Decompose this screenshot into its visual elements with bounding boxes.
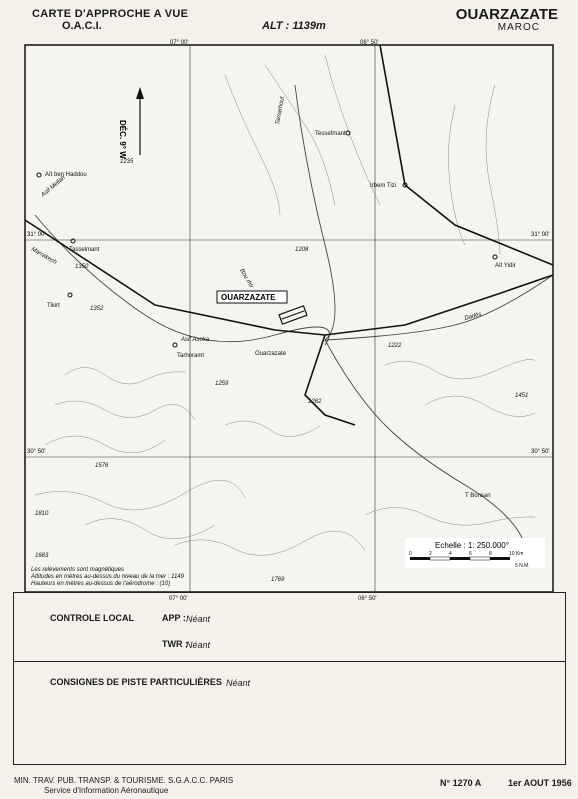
declination-label: DÉC. 9° W [118, 120, 127, 159]
country-name: MAROC [497, 22, 540, 33]
place-irbem-tizi: Irbem Tizi [370, 183, 397, 189]
controle-local-label: CONTROLE LOCAL [50, 613, 134, 623]
scale-tick: 10 Km [509, 551, 524, 557]
lat-label: 30° 50' [531, 449, 550, 455]
place-tbonsan: T Bonsan [465, 493, 491, 499]
place-dades: Dadès [463, 311, 483, 322]
aerodrome-label: OUARZAZATE [221, 293, 276, 302]
chart-date: 1er AOUT 1956 [508, 778, 572, 788]
place-tasselmant: Tasselmant [69, 247, 100, 253]
spot-height: 1683 [35, 553, 49, 559]
scale-tick: 2 [429, 551, 432, 557]
place-ait-yidir: Aït Yidir [495, 263, 516, 269]
lon-label-top-0650: 06° 50' [360, 40, 379, 46]
lon-label-bottom-0700: 07° 00' [169, 596, 188, 602]
scale-seg [450, 557, 470, 560]
aerodrome-altitude: ALT : 1139m [262, 20, 326, 32]
spot-height: 1769 [271, 577, 285, 583]
place-asif-mellah: Asif Mellah [40, 175, 67, 199]
place-asif-asoka: Asif Asoka [181, 337, 210, 343]
chart-header [0, 0, 578, 48]
lat-label: 31° 00' [27, 232, 46, 238]
footer-ministry: MIN. TRAV. PUB. TRANSP. & TOURISME. S.G.A.C.C. PARIS [14, 776, 234, 785]
spot-height: 1208 [295, 247, 309, 253]
scale-seg [470, 557, 490, 560]
scale-text: Echelle : 1: 250.000° [435, 541, 509, 550]
place-tessefmant: Tessefmant [315, 131, 346, 137]
lat-label: 30° 50' [27, 449, 46, 455]
scale-seg [490, 557, 510, 560]
scale-tick: 6 [469, 551, 472, 557]
place-ait-ben-haddou: Aït ben Haddou [45, 172, 87, 178]
app-value: Néant [186, 614, 211, 624]
scale-seg [410, 557, 430, 560]
chart-subtitle: O.A.C.I. [62, 20, 102, 32]
spot-height: 1350 [75, 264, 89, 270]
scale-seg [430, 557, 450, 560]
scale-tick: 0 [409, 551, 412, 557]
note-line: Les relèvements sont magnétiques [31, 567, 125, 573]
lon-label-bottom-0650: 06° 50' [358, 596, 377, 602]
consignes-value: Néant [226, 678, 251, 688]
app-label: APP : [162, 613, 186, 623]
twr-value: Néant [186, 640, 211, 650]
twr-label: TWR : [162, 639, 188, 649]
approach-map [25, 40, 553, 602]
scale-bar [405, 538, 545, 569]
note-line: Hauteurs en mètres au-dessus de l'aérodrome : (10) [31, 581, 171, 587]
note-line: Altitudes en mètres au-dessus du niveau de la mer : 1149 [31, 574, 184, 580]
spot-height: 1235 [120, 159, 134, 165]
spot-height: 1222 [388, 343, 402, 349]
spot-height: 1282 [308, 399, 322, 405]
spot-height: 1576 [95, 463, 109, 469]
spot-height: 1352 [90, 306, 104, 312]
scale-nm: 5 N.M. [515, 563, 530, 569]
spot-height: 1259 [215, 381, 229, 387]
consignes-label: CONSIGNES DE PISTE PARTICULIÈRES [50, 677, 222, 687]
place-bou-rhir: Bou rhir [238, 268, 254, 290]
lon-label-top-0700: 07° 00' [170, 40, 189, 46]
spot-height: 1451 [515, 393, 529, 399]
aerodrome-name: OUARZAZATE [455, 6, 558, 23]
chart-number: N° 1270 A [440, 778, 482, 788]
place-tikirt: Tikirt [47, 303, 60, 309]
lat-label: 31° 00' [531, 232, 550, 238]
scale-tick: 8 [489, 551, 492, 557]
panel-divider [14, 661, 565, 662]
place-ouarzazate-town: Ouarzazate [255, 351, 287, 357]
spot-height: 1810 [35, 511, 49, 517]
place-tarhoramt: Tarhoramt [177, 353, 205, 359]
info-panel [13, 592, 566, 765]
place-tamarhout: Tamarhout [275, 96, 286, 126]
place-marrakech: Marrakech [30, 246, 58, 266]
scale-tick: 4 [449, 551, 452, 557]
chart-title: CARTE D'APPROCHE A VUE [32, 8, 189, 20]
footer-service: Service d'Information Aéronautique [44, 786, 169, 795]
